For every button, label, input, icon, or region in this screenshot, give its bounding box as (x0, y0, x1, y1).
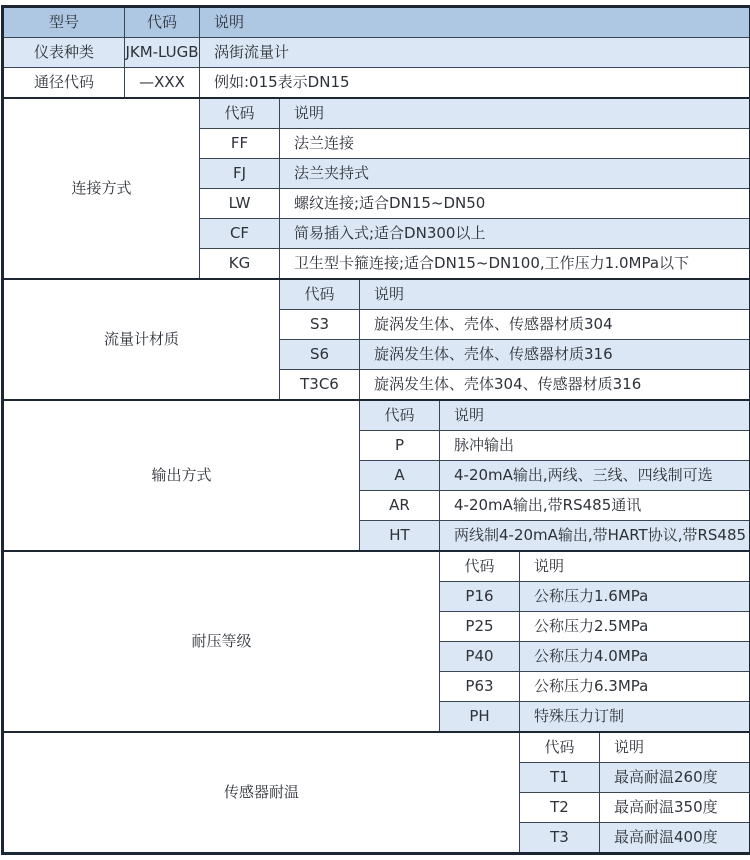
section-label-connection: 连接方式 (3, 98, 200, 279)
code-cell: T2 (520, 793, 600, 823)
section-label-temperature: 传感器耐温 (3, 732, 520, 854)
section-header-row (3, 551, 750, 582)
subheader-desc-cell: 说明 (520, 551, 750, 582)
desc-cell: 公称压力4.0MPa (520, 642, 750, 672)
code-cell: S3 (280, 310, 360, 340)
table-row (3, 68, 750, 99)
desc-cell: 法兰夹持式 (280, 159, 750, 189)
code-cell: FJ (200, 159, 280, 189)
desc-cell: 旋涡发生体、壳体、传感器材质316 (360, 340, 750, 370)
model-selection-table (1, 5, 750, 855)
subheader-desc-cell: 说明 (360, 279, 750, 310)
desc-cell: 最高耐温400度 (600, 823, 750, 854)
desc-cell: 螺纹连接;适合DN15~DN50 (280, 189, 750, 219)
subheader-desc-cell: 说明 (440, 400, 750, 431)
header-desc: 说明 (200, 7, 750, 38)
row-label: 仪表种类 (3, 38, 125, 68)
section-label-output: 输出方式 (3, 400, 360, 551)
code-cell: FF (200, 129, 280, 159)
desc-cell: 法兰连接 (280, 129, 750, 159)
desc-cell: 脉冲输出 (440, 431, 750, 461)
section-label-material: 流量计材质 (3, 279, 280, 400)
section-label-pressure: 耐压等级 (3, 551, 440, 732)
code-cell: HT (360, 521, 440, 552)
header-model: 型号 (3, 7, 125, 38)
header-code: 代码 (125, 7, 200, 38)
subheader-desc-cell: 说明 (280, 98, 750, 129)
desc-cell: 简易插入式;适合DN300以上 (280, 219, 750, 249)
subheader-code-cell: 代码 (280, 279, 360, 310)
code-cell: T3 (520, 823, 600, 854)
section-header-row (3, 98, 750, 129)
code-cell: P (360, 431, 440, 461)
desc-cell: 卫生型卡箍连接;适合DN15~DN100,工作压力1.0MPa以下 (280, 249, 750, 280)
code-cell: —XXX (125, 68, 200, 99)
desc-cell: 4-20mA输出,带RS485通讯 (440, 491, 750, 521)
code-cell: JKM-LUGB (125, 38, 200, 68)
desc-cell: 最高耐温350度 (600, 793, 750, 823)
code-cell: CF (200, 219, 280, 249)
desc-cell: 公称压力6.3MPa (520, 672, 750, 702)
code-cell: T3C6 (280, 370, 360, 401)
desc-cell: 两线制4-20mA输出,带HART协议,带RS485 (440, 521, 750, 552)
code-cell: KG (200, 249, 280, 280)
section-header-row (3, 732, 750, 763)
code-cell: LW (200, 189, 280, 219)
code-cell: S6 (280, 340, 360, 370)
code-cell: P63 (440, 672, 520, 702)
code-cell: P16 (440, 582, 520, 612)
code-cell: PH (440, 702, 520, 733)
subheader-code-cell: 代码 (440, 551, 520, 582)
row-label: 通径代码 (3, 68, 125, 99)
code-cell: AR (360, 491, 440, 521)
code-cell: A (360, 461, 440, 491)
subheader-code-cell: 代码 (360, 400, 440, 431)
section-header-row (3, 279, 750, 310)
desc-cell: 特殊压力订制 (520, 702, 750, 733)
desc-cell: 最高耐温260度 (600, 763, 750, 793)
desc-cell: 例如:015表示DN15 (200, 68, 750, 99)
code-cell: P25 (440, 612, 520, 642)
desc-cell: 4-20mA输出,两线、三线、四线制可选 (440, 461, 750, 491)
table-row (3, 38, 750, 68)
subheader-desc-cell: 说明 (600, 732, 750, 763)
desc-cell: 公称压力2.5MPa (520, 612, 750, 642)
code-cell: T1 (520, 763, 600, 793)
desc-cell: 旋涡发生体、壳体、传感器材质304 (360, 310, 750, 340)
header-row (3, 7, 750, 38)
subheader-code-cell: 代码 (520, 732, 600, 763)
subheader-code-cell: 代码 (200, 98, 280, 129)
desc-cell: 旋涡发生体、壳体304、传感器材质316 (360, 370, 750, 401)
code-cell: P40 (440, 642, 520, 672)
desc-cell: 涡街流量计 (200, 38, 750, 68)
desc-cell: 公称压力1.6MPa (520, 582, 750, 612)
section-header-row (3, 400, 750, 431)
